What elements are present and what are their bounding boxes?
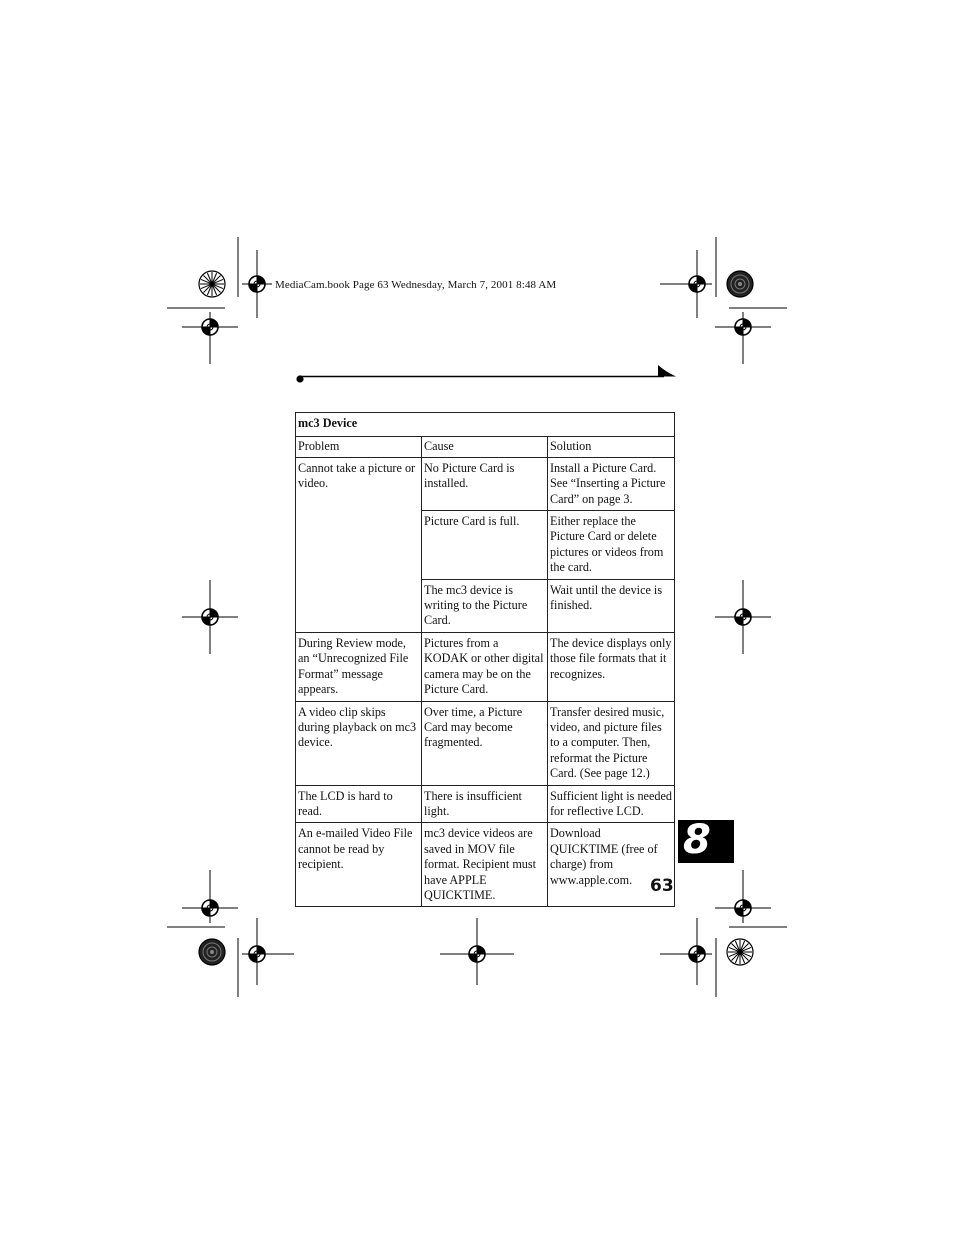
problem-cell: During Review mode, an “Unrecognized File Format” message appears. — [296, 632, 422, 701]
cause-cell: There is insufficient light. — [422, 785, 548, 823]
color-target-icon — [727, 271, 753, 297]
chapter-tab — [678, 817, 734, 863]
solution-cell: Transfer desired music, video, and picture files to a computer. Then, reformat the Picture Card. (See page 12.) — [548, 701, 675, 785]
table-row — [296, 632, 675, 701]
problem-cell: A video clip skips during playback on mc3 device. — [296, 701, 422, 785]
solution-cell: The device displays only those file formats that it recognizes. — [548, 632, 675, 701]
problem-cell: The LCD is hard to read. — [296, 785, 422, 823]
solution-cell: Sufficient light is needed for reflective LCD. — [548, 785, 675, 823]
page-number: 63 — [650, 876, 674, 896]
cause-cell: The mc3 device is writing to the Picture Card. — [422, 579, 548, 632]
table-row — [296, 823, 675, 907]
cause-cell: No Picture Card is installed. — [422, 457, 548, 510]
table-row — [296, 457, 675, 510]
cause-cell: Picture Card is full. — [422, 511, 548, 580]
table-header-row — [296, 437, 675, 457]
cause-cell: Pictures from a KODAK or other digital camera may be on the Picture Card. — [422, 632, 548, 701]
color-target-icon — [727, 939, 753, 965]
arrow-rule-icon — [294, 364, 678, 386]
table-title-row — [296, 413, 675, 437]
table-row — [296, 701, 675, 785]
solution-cell: Download QUICKTIME (free of charge) from www.apple.com. — [548, 823, 675, 907]
solution-cell: Wait until the device is finished. — [548, 579, 675, 632]
solution-cell: Either replace the Picture Card or delete pictures or videos from the card. — [548, 511, 675, 580]
table-title: mc3 Device — [296, 413, 675, 437]
problem-cell: Cannot take a picture or video. — [296, 457, 422, 632]
column-header-solution: Solution — [548, 437, 675, 457]
color-target-icon — [199, 271, 225, 297]
table-row — [296, 785, 675, 823]
problem-cell: An e-mailed Video File cannot be read by recipient. — [296, 823, 422, 907]
chapter-number: 8 — [683, 817, 711, 863]
color-target-icon — [199, 939, 225, 965]
column-header-cause: Cause — [422, 437, 548, 457]
solution-cell: Install a Picture Card. See “Inserting a Picture Card” on page 3. — [548, 457, 675, 510]
column-header-problem: Problem — [296, 437, 422, 457]
cause-cell: Over time, a Picture Card may become fragmented. — [422, 701, 548, 785]
troubleshooting-table — [295, 412, 675, 907]
cause-cell: mc3 device videos are saved in MOV file format. Recipient must have APPLE QUICKTIME. — [422, 823, 548, 907]
print-header: MediaCam.book Page 63 Wednesday, March 7, 2001 8:48 AM — [275, 279, 557, 291]
